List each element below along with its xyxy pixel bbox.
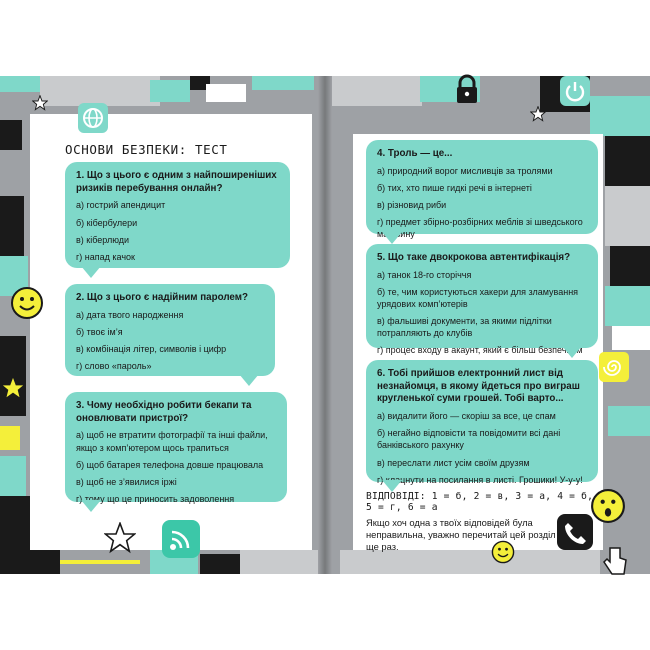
question-bubble-3 [65, 392, 287, 505]
answer-option[interactable]: в) різновид риби [377, 200, 447, 211]
answers-note: Якщо хоч одна з твоїх відповідей була неправильна, уважно перечитай цей розділ ще раз. [366, 517, 556, 553]
question-text: 3. Чому необхідно робити бекапи та оновлювати пристрої? [76, 400, 252, 424]
globe-icon [78, 103, 108, 133]
question-bubble-1 [65, 162, 290, 268]
bg-pattern [610, 246, 650, 286]
answer-option[interactable]: г) тому що це приносить задоволення [76, 494, 235, 505]
star-icon [0, 375, 26, 401]
answers-line: ВІДПОВІДІ: 1 = б, 2 = в, 3 = а, 4 = б, 5 = г, 6 = а [366, 491, 594, 513]
answer-option[interactable]: а) видалити його — скоріш за все, це спам [377, 411, 556, 422]
bg-pattern [0, 456, 26, 496]
question-text: 5. Що таке двокрокова автентифікація? [377, 252, 571, 263]
bg-pattern [0, 196, 24, 256]
star-icon [530, 106, 546, 122]
page-title: ОСНОВИ БЕЗПЕКИ: ТЕСТ [65, 142, 228, 157]
bg-pattern [590, 96, 650, 136]
bg-pattern [605, 136, 650, 186]
answer-option[interactable]: б) твоє ім’я [76, 326, 123, 337]
bubble-tail [81, 266, 101, 278]
answers-block [366, 491, 596, 554]
answer-option[interactable]: г) напад качок [76, 251, 135, 262]
answer-option[interactable]: б) те, чим користуються хакери для зламування урядових комп’ютерів [377, 286, 579, 310]
answer-option[interactable]: в) фальшиві документи, за якими підлітки потрапляють до клубів [377, 316, 552, 339]
question-bubble-6 [366, 360, 598, 485]
answer-option[interactable]: а) гострий апендицит [76, 200, 166, 211]
book-gutter [318, 76, 332, 574]
star-icon [32, 95, 48, 111]
wifi-icon [162, 520, 200, 558]
question-text: 2. Що з цього є надійним паролем? [76, 292, 248, 303]
answer-option[interactable]: б) тих, хто пише гидкі речі в інтернеті [377, 182, 532, 193]
lock-icon [452, 74, 482, 104]
smiley-icon [10, 286, 44, 320]
answer-option[interactable]: в) переслати лист усім своїм друзям [377, 457, 530, 468]
bg-pattern [240, 550, 318, 574]
answer-option[interactable]: б) щоб батарея телефона довше працювала [76, 459, 264, 470]
bg-pattern [150, 80, 190, 102]
star-icon [104, 522, 136, 554]
answer-option[interactable]: а) природний ворог мисливців за тролями [377, 165, 553, 176]
bg-pattern [252, 76, 314, 90]
power-icon [560, 76, 590, 106]
answer-option[interactable]: г) слово «пароль» [76, 361, 152, 372]
question-text: 6. Тобі прийшов електронний лист від незнайомця, в якому йдеться про виграш кругленької суми грошей. Тобі варто... [377, 368, 580, 405]
answer-option[interactable]: а) щоб не втратити фотографії та інші файли, якщо з комп’ютером щось трапиться [76, 430, 268, 453]
question-text: 4. Троль — це... [377, 148, 453, 159]
bg-pattern [605, 286, 650, 326]
question-bubble-2 [65, 284, 275, 376]
bg-pattern [200, 554, 240, 574]
bubble-tail [239, 374, 259, 386]
bg-pattern [612, 326, 650, 350]
bg-pattern [332, 76, 422, 106]
answer-option[interactable]: а) танок 18-го сторіччя [377, 269, 472, 280]
bubble-tail [562, 346, 582, 358]
answer-option[interactable]: г) предмет збірно-розбірних меблів зі шведського магазину [377, 217, 583, 240]
bg-pattern [60, 560, 140, 564]
bubble-tail [382, 232, 402, 244]
answer-option[interactable]: б) негайно відповісти та повідомити всі дані банківського рахунку [377, 428, 561, 451]
answer-option[interactable]: б) кібербулери [76, 217, 138, 228]
answer-option[interactable]: в) комбінація літер, символів і цифр [76, 344, 227, 355]
bg-pattern [0, 120, 22, 150]
spiral-icon [599, 352, 629, 382]
answer-option[interactable]: г) процес входу в акаунт, який є більш безпечним [377, 345, 583, 356]
bg-pattern [206, 84, 246, 102]
bg-pattern [40, 76, 160, 106]
bg-pattern [608, 406, 650, 436]
question-text: 1. Що з цього є одним з найпоширеніших ризиків перебування онлайн? [76, 170, 277, 194]
answer-option[interactable]: а) дата твого народження [76, 309, 184, 320]
bg-pattern [0, 426, 20, 450]
bubble-tail [81, 500, 101, 512]
bg-pattern [605, 186, 650, 246]
question-bubble-4 [366, 140, 598, 240]
answer-option[interactable]: в) щоб не з’явилися іржі [76, 476, 177, 487]
answer-option[interactable]: г) клацнути на посилання в листі. Грошики! У-у-у! [377, 474, 583, 485]
cursor-hand-icon [600, 546, 628, 576]
answer-option[interactable]: в) кіберлюди [76, 234, 130, 245]
question-bubble-5 [366, 244, 598, 356]
